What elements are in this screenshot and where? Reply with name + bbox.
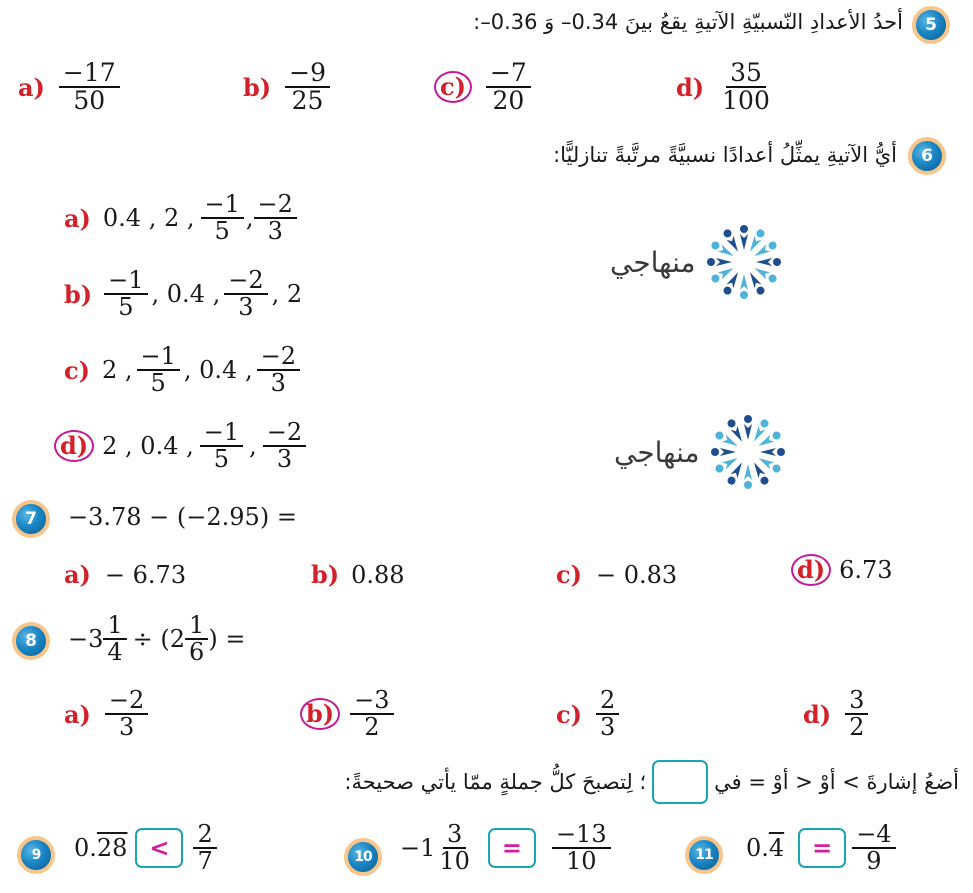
q8-expression	[68, 613, 245, 665]
question-number-badge-9	[17, 836, 55, 874]
question-number-badge-11	[685, 836, 723, 874]
people-circle-logo-icon	[704, 222, 784, 302]
question-number-badge-5	[912, 6, 950, 44]
fraction	[263, 420, 306, 472]
q8-option-c[interactable]	[556, 688, 619, 740]
fraction	[103, 613, 126, 665]
numerator: −1	[201, 192, 244, 219]
numerator: −2	[254, 192, 297, 219]
option-value: 6.73	[839, 556, 893, 584]
option-label: d)	[676, 72, 705, 102]
fraction	[104, 268, 147, 320]
option-label-selected: b)	[300, 698, 340, 730]
numerator: 3	[845, 688, 868, 715]
denominator: 3	[267, 217, 283, 246]
fraction	[435, 822, 474, 874]
option-label: a)	[18, 72, 45, 102]
fraction	[257, 344, 300, 396]
fraction	[224, 268, 267, 320]
numerator: 35	[726, 60, 766, 88]
numerator: −2	[224, 268, 267, 295]
question-number-badge-8	[12, 622, 50, 660]
denominator: 4	[107, 638, 123, 667]
instruction-right: أضعُ إشارةَ > أوْ < أوْ = في	[714, 770, 959, 794]
question-number-badge-7	[12, 500, 50, 538]
fraction	[137, 344, 180, 396]
q7-option-a[interactable]	[64, 560, 186, 589]
fraction	[105, 688, 148, 740]
badge-number: 11	[695, 847, 713, 863]
q7-option-b[interactable]	[311, 560, 405, 589]
logo-text: منهاجي	[610, 245, 696, 279]
numerator: 1	[185, 613, 208, 640]
option-label-selected: d)	[54, 430, 94, 462]
denominator: 3	[118, 713, 135, 742]
fraction	[552, 822, 611, 874]
question-number-badge-6	[908, 137, 946, 175]
numerator: −4	[852, 822, 895, 849]
answer-box[interactable]: <	[135, 828, 183, 868]
sequence-prefix: 0.4 , 2 ,	[102, 204, 195, 233]
option-label: c)	[556, 560, 582, 589]
denominator: 2	[364, 713, 380, 742]
repeating-digits: 28	[96, 834, 128, 863]
sequence-prefix: 2 ,	[101, 356, 133, 385]
numerator: 2	[596, 688, 619, 715]
fraction	[254, 192, 297, 244]
badge-number: 6	[921, 146, 933, 166]
q5-option-b[interactable]	[243, 60, 330, 115]
empty-answer-box-example	[652, 760, 708, 804]
badge-number: 7	[25, 509, 37, 529]
people-circle-logo-icon	[708, 412, 788, 492]
fraction	[845, 688, 868, 740]
fraction	[285, 60, 330, 115]
numerator: −1	[104, 268, 147, 295]
denominator: 5	[214, 217, 230, 246]
q6-option-d[interactable]	[54, 420, 306, 472]
separator: , 0.4 ,	[183, 356, 253, 385]
fraction	[718, 60, 774, 115]
badge-number: 5	[925, 15, 937, 35]
option-label: d)	[803, 699, 832, 729]
numerator: 2	[193, 822, 216, 849]
fraction	[59, 60, 120, 115]
numerator: 1	[103, 613, 126, 640]
whole-part: −1	[400, 834, 436, 863]
q7-option-d[interactable]	[791, 554, 893, 586]
option-value: − 0.83	[595, 560, 678, 589]
q6-option-b[interactable]	[64, 268, 302, 320]
repeating-digits: 4	[768, 834, 785, 863]
equals: ) =	[208, 625, 246, 654]
q10-comparison	[400, 822, 611, 874]
option-label: b)	[311, 560, 340, 589]
badge-number: 9	[31, 847, 41, 863]
separator: , 0.4 ,	[151, 280, 221, 309]
decimal-int: 0.	[74, 834, 97, 863]
denominator: 5	[150, 369, 166, 398]
option-value: − 6.73	[104, 560, 187, 589]
denominator: 5	[213, 445, 230, 474]
q6-option-c[interactable]	[64, 344, 300, 396]
q8-option-b[interactable]	[300, 688, 394, 740]
comparison-instruction	[344, 760, 959, 804]
option-label: b)	[243, 72, 272, 102]
option-label-selected: c)	[434, 71, 472, 103]
manhaji-logo-1	[610, 222, 784, 302]
option-label: a)	[64, 560, 91, 589]
denominator: 100	[722, 86, 770, 116]
q8-option-a[interactable]	[64, 688, 148, 740]
denominator: 2	[849, 713, 865, 742]
denominator: 3	[270, 369, 286, 398]
q5-option-a[interactable]	[18, 60, 120, 115]
q6-option-a[interactable]	[64, 192, 297, 244]
denominator: 20	[492, 86, 525, 116]
q6-prompt: أيُّ الآتيةِ يمثِّلُ أعدادًا نسبيَّةً مرتَّبةً تنازليًّا:	[553, 143, 897, 167]
denominator: 10	[439, 847, 470, 876]
manhaji-logo-2	[614, 412, 788, 492]
fraction	[193, 822, 216, 874]
fraction	[596, 688, 619, 740]
option-label: a)	[64, 699, 91, 729]
fraction	[201, 192, 244, 244]
decimal-int: 0.	[746, 834, 769, 863]
option-value: 0.88	[351, 560, 405, 589]
fraction	[200, 420, 243, 472]
fraction	[350, 688, 393, 740]
separator: ,	[245, 204, 254, 233]
numerator: −2	[257, 344, 300, 371]
denominator: 5	[118, 293, 134, 322]
denominator: 9	[866, 847, 882, 876]
q11-comparison	[746, 822, 896, 874]
sequence-prefix: 2 , 0.4 ,	[102, 432, 194, 461]
denominator: 25	[291, 86, 324, 116]
denominator: 6	[189, 638, 205, 667]
q8-option-d[interactable]	[803, 688, 868, 740]
denominator: 3	[238, 293, 254, 322]
q7-expression: −3.78 − (−2.95) =	[68, 503, 297, 531]
numerator: −9	[285, 60, 330, 88]
numerator: −2	[263, 420, 306, 447]
denominator: 7	[197, 847, 213, 876]
numerator: −2	[105, 688, 148, 715]
question-number-badge-10	[344, 838, 382, 876]
numerator: −13	[552, 822, 611, 849]
logo-text: منهاجي	[614, 435, 700, 469]
q5-option-c[interactable]	[434, 60, 531, 115]
numerator: −7	[486, 60, 531, 88]
numerator: −17	[59, 60, 120, 88]
answer-box[interactable]: =	[798, 828, 846, 868]
whole-part: −3	[68, 625, 104, 654]
badge-number: 10	[354, 849, 372, 865]
numerator: 3	[443, 822, 466, 849]
fraction	[185, 613, 208, 665]
option-label: b)	[64, 279, 93, 309]
fraction	[852, 822, 895, 874]
fraction	[486, 60, 531, 115]
instruction-left: ؛ لِتصبحَ كلُّ جملةٍ ممّا يأتي صحيحةً:	[344, 770, 647, 794]
denominator: 10	[565, 847, 597, 876]
q7-option-c[interactable]	[556, 560, 677, 589]
option-label: c)	[64, 355, 90, 385]
denominator: 3	[276, 445, 293, 474]
option-label: c)	[556, 699, 582, 729]
badge-number: 8	[25, 631, 37, 651]
denominator: 50	[73, 86, 106, 116]
sequence-suffix: , 2	[271, 280, 303, 309]
separator: ,	[249, 432, 257, 461]
operator: ÷ (2	[132, 625, 186, 654]
numerator: −1	[200, 420, 243, 447]
q5-option-d[interactable]	[676, 60, 774, 115]
q9-comparison	[74, 822, 217, 874]
answer-box[interactable]: =	[488, 828, 536, 868]
option-label: a)	[64, 203, 91, 233]
denominator: 3	[599, 713, 616, 742]
q5-prompt: أحدُ الأعدادِ النّسبيّةِ الآتيةِ يقعُ بينَ 0.34– وَ 0.36–:	[473, 10, 903, 34]
option-label-selected: d)	[791, 554, 831, 586]
numerator: −1	[137, 344, 180, 371]
numerator: −3	[350, 688, 393, 715]
